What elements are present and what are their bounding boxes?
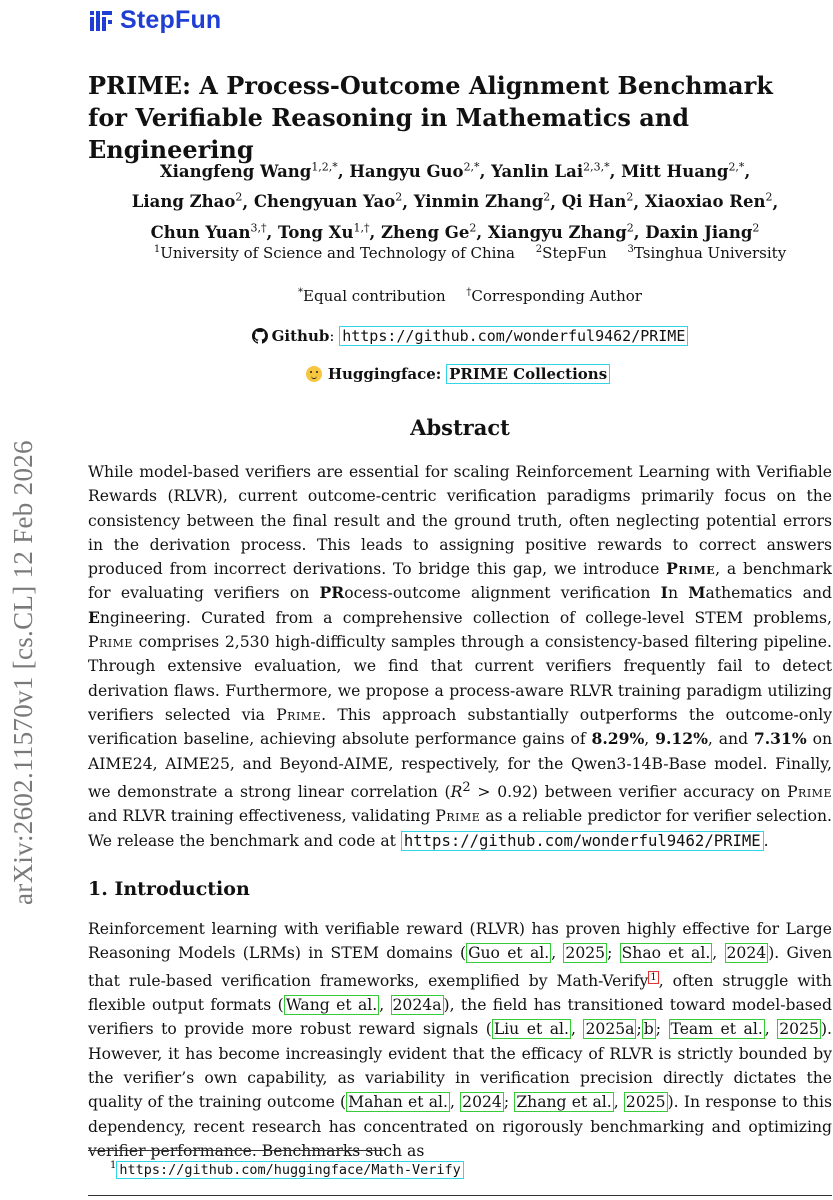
footnote — [110, 1160, 464, 1178]
author: Tong $Xu^{1,\dagger}$ — [277, 221, 370, 242]
huggingface-line — [120, 365, 796, 383]
arxiv-stamp: arXiv:2602.11570v1 [cs.CL] 12 Feb 2026 — [8, 440, 38, 905]
citation-link[interactable]: Team et al. — [670, 1020, 763, 1039]
gain-aime25: 9.12% — [655, 729, 708, 749]
abstract-text: While model-based verifiers are essential for scaling Reinforcement Learning with Verifiable Rewards (RLVR), current outcome-centric verification paradigms primarily focus on the consistency between the final result and the ground truth, often neglecting potential errors in the derivation process. This leads to assigning positive rewards to correct answers produced from incorrect derivations. To bridge this gap, we introduce Prime, a benchmark for evaluating verifiers on PRocess-outcome alignment verification In Mathematics and Engineering. Curated from a comprehensive collection of college-level STEM problems, Prime comprises 2,530 high-difficulty samples through a consistency-based filtering pipeline. Through extensive evaluation, we find that current verifiers frequently fail to detect derivation flaws. Furthermore, we propose a process-aware RLVR training paradigm utilizing verifiers selected via Prime. This approach substantially outperforms the outcome-only verification baseline, achieving absolute performance gains of 8.29%, 9.12%, and 7.31% on AIME24, AIME25, and Beyond-AIME, respectively, for the Qwen3-14B-Base model. Finally, we demonstrate a strong linear correlation $(R^2 > 0.92)$ between verifier accuracy on Prime and RLVR training effectiveness, validating Prime as a reliable predictor for verifier selection. We release the benchmark and code at https://github.com/wonderful9462/PRIME . — [88, 463, 833, 850]
citation-link[interactable]: 2025 — [625, 1093, 666, 1112]
footnote-ref-link[interactable]: 1 — [650, 971, 657, 983]
citation-link[interactable]: Shao et al. — [621, 944, 711, 963]
citation-link[interactable]: 2025 — [565, 944, 606, 963]
prime-name: Prime — [787, 783, 832, 802]
affiliation: $^1$University of Science and Technology of China — [153, 244, 516, 262]
author: Zheng Ge$^2$ — [380, 221, 477, 242]
citation-link[interactable]: Wang et al. — [285, 996, 378, 1015]
citation-link[interactable]: b — [643, 1020, 654, 1039]
author: Mitt Huang$^{2,*}$ — [621, 160, 745, 181]
author: Yanlin Lai$^{2,3,*}$ — [491, 160, 610, 181]
github-icon — [252, 328, 268, 344]
abstract-code-link[interactable]: https://github.com/wonderful9462/PRIME — [401, 831, 764, 851]
corresponding-author-note: †Corresponding Author — [466, 287, 642, 305]
prime-name: Prime — [276, 705, 322, 724]
arxiv-stamp-container — [6, 335, 40, 905]
author: Liang Zhao$^2$ — [131, 190, 243, 211]
gain-beyond-aime: 7.31% — [753, 729, 807, 749]
github-line — [120, 327, 820, 345]
footnote-mark: 1 — [110, 1160, 117, 1171]
citation-link[interactable]: 2025a — [585, 1020, 635, 1039]
intro-text: Reinforcement learning with verifiable reward (RLVR) has proven highly effective for Large Reasoning Models (LRMs) in STEM domains ( Guo et al. , 2025 ; Shao et al. , 2024 ). Given that rule-based verification frameworks, exemplified by Math-Verify $^1$ , often struggle with flexible output formats ( Wang et al. , 2024a ), the field has transitioned toward model-based verifiers to provide more robust reward signals ( Liu et al. , 2025a ; b ; Team et al. , 2025 ). However, it has become increasingly evident that the efficacy of RLVR is strictly bounded by the verifier’s own capability, as variability in verification precision directly dictates the quality of the training outcome ( Mahan et al. , 2024 ; Zhang et al. , 2025 ). In response to this dependency, recent research has concentrated on rigorously benchmarking and optimizing verifier performance. Benchmarks such as — [88, 920, 833, 1160]
citation-link[interactable]: 2024 — [726, 944, 767, 963]
author: Xiangfeng Wang$^{1,2,*}$ — [159, 160, 338, 181]
huggingface-label: Huggingface: — [327, 365, 442, 383]
abstract-heading: Abstract — [410, 415, 510, 440]
citation-link[interactable]: Liu et al. — [493, 1020, 569, 1039]
prime-name: Prime — [88, 633, 133, 652]
affiliations — [120, 244, 820, 262]
author: Chun Yuan$^{3,\dagger}$ — [150, 221, 267, 242]
github-separator: : — [329, 327, 335, 345]
paper-title: PRIME: A Process-Outcome Alignment Benchmark for Verifiable Reasoning in Mathematics and Engineering — [88, 71, 773, 164]
intro-heading: 1. Introduction — [88, 878, 250, 900]
affiliation: $^3$Tsinghua University — [627, 244, 787, 262]
author-list: Xiangfeng Wang$^{1,2,*}$, Hangyu Guo$^{2,*}$, Yanlin Lai$^{2,3,*}$, Mitt Huang$^{2,*}$, Liang Zhao$^2$, Chengyuan Yao$^2$, Yinmin Zhang$^2$, Qi Han$^2$, Xiaoxiao Ren$^2$, Chun Yuan$^{3,\dagger}$, Tong $Xu^{1,\dagger}$, Zheng Ge$^2$, Xiangyu Zhang$^2$, Daxin Jiang$^2$ — [131, 160, 779, 242]
prime-name: Prime — [435, 807, 481, 826]
citation-link[interactable]: Guo et al. — [468, 944, 550, 963]
prime-name: Prime — [666, 559, 716, 579]
stepfun-logo-icon — [88, 8, 114, 34]
author: Daxin Jiang$^2$ — [645, 221, 760, 242]
stepfun-logo — [88, 6, 221, 35]
citation-link[interactable]: Mahan et al. — [348, 1093, 448, 1112]
author: Chengyuan Yao$^2$ — [253, 190, 403, 211]
github-link[interactable]: https://github.com/wonderful9462/PRIME — [339, 326, 688, 346]
citation-link[interactable]: 2025 — [779, 1020, 819, 1039]
affiliation: $^2$StepFun — [535, 244, 607, 262]
citation-link[interactable]: Zhang et al. — [516, 1093, 612, 1112]
citation-link[interactable]: 2024 — [462, 1093, 502, 1112]
author: Hangyu Guo$^{2,*}$ — [349, 160, 480, 181]
github-label: Github — [271, 327, 330, 345]
footnote-divider — [88, 1150, 384, 1151]
author: Xiangyu Zhang$^2$ — [487, 221, 634, 242]
author-notes — [120, 287, 820, 305]
huggingface-icon — [306, 366, 322, 382]
huggingface-link[interactable]: PRIME Collections — [446, 364, 610, 384]
page-bottom-divider — [88, 1195, 832, 1196]
author: Xiaoxiao Ren$^2$ — [644, 190, 773, 211]
citation-link[interactable]: 2024a — [392, 996, 442, 1015]
brand-name: StepFun — [120, 6, 222, 34]
author: Qi Han$^2$ — [561, 190, 634, 211]
equal-contribution-note: *Equal contribution — [298, 287, 446, 305]
author: Yinmin Zhang$^2$ — [413, 190, 551, 211]
footnote-link[interactable]: https://github.com/huggingface/Math-Verify — [116, 1161, 463, 1179]
gain-aime24: 8.29% — [591, 729, 645, 749]
